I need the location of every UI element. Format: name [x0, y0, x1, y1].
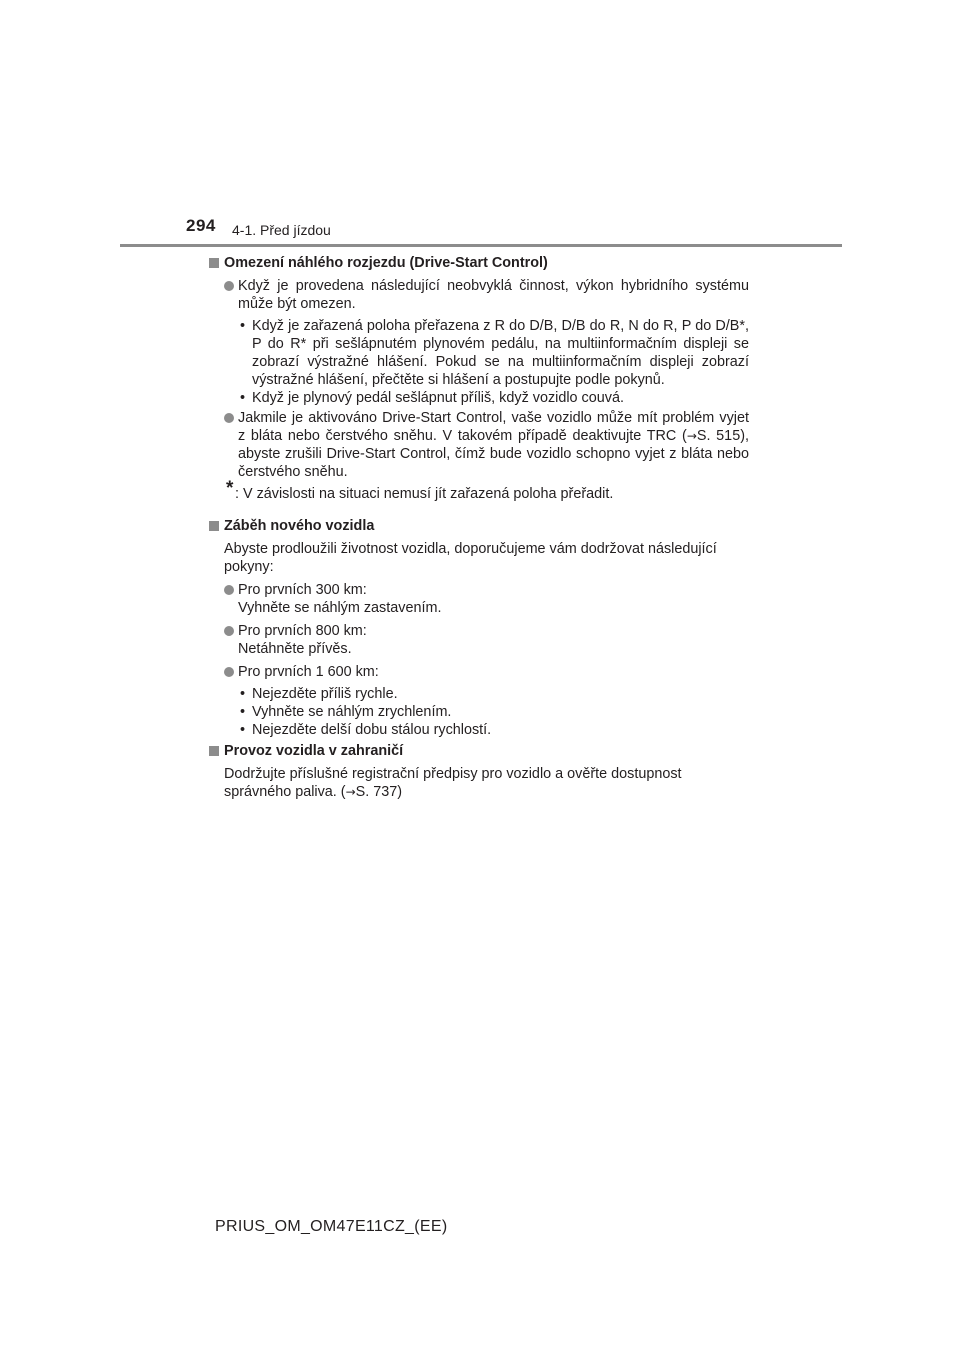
sub-item [209, 721, 749, 739]
bullet-item [209, 581, 749, 599]
arrow-icon: → [686, 429, 697, 443]
sub-bullet-mark: • [240, 722, 246, 738]
intro-paragraph: Abyste prodloužili životnost vozidla, doporučujeme vám dodržovat následující pokyny: [224, 541, 717, 575]
sub-item-text: Když je zařazená poloha přeřazena z R do D/B, D/B do R, N do R, P do D/B*, P do R* při sešlápnutém plynovém pedálu, na multiinformačním displeji se zobrazí výstražné hlášení. Pokud se na multiinformačním displeji zobrazí výstražné hlášení, přečtěte si hlášení a postupujte podle pokynů. [252, 318, 749, 388]
sub-bullet-mark: • [240, 390, 246, 406]
page-content [209, 254, 749, 806]
round-bullet-icon [224, 626, 234, 636]
sub-item-text: Nejezděte příliš rychle. [252, 686, 398, 702]
square-bullet-icon [209, 258, 219, 268]
sub-item-text: Nejezděte delší dobu stálou rychlostí. [252, 722, 492, 738]
header-rule [120, 244, 842, 247]
round-bullet-icon [224, 585, 234, 595]
sub-item-text: Když je plynový pedál sešlápnut příliš, když vozidlo couvá. [252, 390, 624, 406]
bullet-text: Pro prvních 800 km: [238, 623, 367, 639]
square-bullet-icon [209, 521, 219, 531]
bullet-text: Pro prvních 1 600 km: [238, 664, 379, 680]
footnote [209, 478, 749, 503]
paragraph-text-cont: S. 737) [355, 784, 403, 800]
bullet-detail: Netáhněte přívěs. [238, 641, 352, 657]
sub-list [209, 317, 749, 407]
bullet-text: Když je provedena následující neobvyklá činnost, výkon hybridního systému může být omezen. [238, 278, 749, 312]
sub-item [209, 389, 749, 407]
section-heading-drive-start-control [209, 254, 749, 272]
round-bullet-icon [224, 413, 234, 423]
sub-item [209, 317, 749, 389]
sub-item [209, 703, 749, 721]
heading-text: Provoz vozidla v zahraničí [224, 743, 404, 759]
bullet-item [209, 409, 749, 481]
bullet-text: Jakmile je aktivováno Drive-Start Control, vaše vozidlo může mít problém vyjet z bláta nebo čerstvého sněhu. V takovém případě deaktivujte TRC ( [238, 410, 749, 444]
footer-code: PRIUS_OM_OM47E11CZ_(EE) [215, 1218, 448, 1235]
footnote-text: : V závislosti na situaci nemusí jít zařazená poloha přeřadit. [235, 486, 614, 502]
bullet-detail: Vyhněte se náhlým zastavením. [238, 600, 442, 616]
asterisk-mark: * [226, 478, 234, 499]
section-heading-break-in [209, 517, 749, 535]
sub-item [209, 685, 749, 703]
round-bullet-icon [224, 667, 234, 677]
heading-text: Záběh nového vozidla [224, 518, 375, 534]
page-number: 294 [186, 216, 216, 235]
abroad-paragraph [209, 765, 749, 801]
heading-text: Omezení náhlého rozjezdu (Drive-Start Control) [224, 255, 548, 271]
square-bullet-icon [209, 746, 219, 756]
bullet-item [209, 277, 749, 313]
section-heading-abroad [209, 742, 749, 760]
bullet-text-cont: S. 515), abyste zrušili Drive-Start Control, čímž bude vozidlo schopno vyjet z bláta nebo čerstvého sněhu. [238, 428, 749, 480]
round-bullet-icon [224, 281, 234, 291]
section-label: 4-1. Před jízdou [232, 222, 331, 238]
sub-bullet-mark: • [240, 686, 246, 702]
arrow-icon: → [345, 785, 356, 799]
bullet-item [209, 663, 749, 681]
sub-item-text: Vyhněte se náhlým zrychlením. [252, 704, 452, 720]
sub-list [209, 685, 749, 739]
bullet-text: Pro prvních 300 km: [238, 582, 367, 598]
sub-bullet-mark: • [240, 318, 246, 334]
sub-bullet-mark: • [240, 704, 246, 720]
paragraph-text: Dodržujte příslušné registrační předpisy pro vozidlo a ověřte dostupnost správného paliva. ( [224, 766, 682, 800]
bullet-item [209, 622, 749, 640]
